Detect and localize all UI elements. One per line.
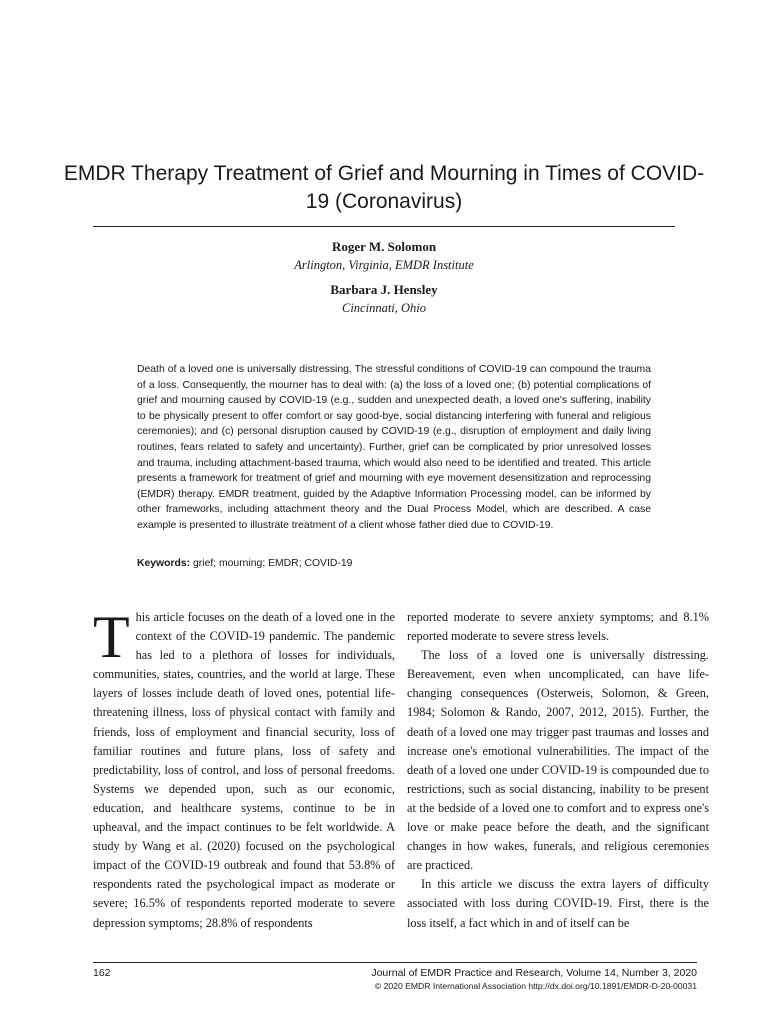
journal-citation: Journal of EMDR Practice and Research, Volume 14, Number 3, 2020 bbox=[371, 967, 697, 979]
title-divider bbox=[93, 226, 675, 227]
body-column-right bbox=[407, 608, 709, 933]
body-paragraph bbox=[93, 604, 395, 933]
article-title: EMDR Therapy Treatment of Grief and Mourning in Times of COVID-19 (Coronavirus) bbox=[63, 162, 705, 213]
abstract: Death of a loved one is universally distressing. The stressful conditions of COVID-19 can compound the trauma of a loss. Consequently, the mourner has to deal with: (a) the loss of a loved one; (b) potential complications of grief and mourning caused by COVID-19 (e.g., sudden and unexpected death, a loved one's suffering, inability to be physically present to offer comfort or say good-bye, social distancing interfering with funeral and religious ceremonies); and (c) personal disruption caused by COVID-19 (e.g., disruption of employment and daily living routines, fears related to safety and uncertainty). Further, grief can be complicated by prior unresolved losses and trauma, including attachment-based trauma, which would also need to be identified and treated. This article presents a framework for treatment of grief and mourning with eye movement desensitization and reprocessing (EMDR) therapy. EMDR treatment, guided by the Adaptive Information Processing model, can be informed by other frameworks, including attachment theory and the Dual Process Model, which are described. A case example is presented to illustrate treatment of a client whose father died due to COVID-19. bbox=[137, 364, 651, 531]
author-name: Roger M. Solomon bbox=[331, 239, 437, 254]
author-affiliation: Cincinnati, Ohio bbox=[341, 301, 427, 315]
footer-divider bbox=[93, 962, 697, 963]
page-number: 162 bbox=[93, 967, 111, 979]
author-1 bbox=[93, 238, 675, 274]
body-paragraph: reported moderate to severe anxiety symptoms; and 8.1% reported moderate to severe stress levels. bbox=[407, 610, 709, 644]
paragraph-text: his article focuses on the death of a loved one in the context of the COVID-19 pandemic. The pandemic has led to a plethora of losses for individuals, communities, states, countries, and the world at large. These layers of losses include death of loved ones, potential life-threatening illness, loss of physical contact with family and friends, loss of employment and financial security, loss of familiar routines and future plans, loss of safety and predictability, loss of control, and loss of personal freedoms. Systems we depended upon, such as our economic, education, and healthcare systems, continue to be in upheaval, and the impact continues to be felt worldwide. A study by Wang et al. (2020) focused on the psychological impact of the COVID-19 outbreak and found that 53.8% of respondents rated the psychological impact as moderate or severe; 16.5% of respondents reported moderate to severe depression symptoms; 28.8% of respondents bbox=[93, 610, 395, 930]
keywords bbox=[137, 556, 651, 571]
author-affiliation: Arlington, Virginia, EMDR Institute bbox=[294, 258, 474, 272]
body-column-left bbox=[93, 604, 395, 933]
author-name: Barbara J. Hensley bbox=[330, 282, 438, 297]
body-paragraph: The loss of a loved one is universally distressing. Bereavement, even when uncomplicated, can have life-changing consequences (Osterweis, Solomon, & Green, 1984; Solomon & Rando, 2007, 2012, 2015). Further, the death of a loved one may trigger past traumas and losses and increase one's emotional vulnerabilities. The impact of the death of a loved one under COVID-19 is compounded due to restrictions, such as social distancing, inability to be present at the bedside of a loved one to comfort and to express one's love or make peace before the death, and the significant changes in how wakes, funerals, and religious ceremonies are practiced. bbox=[407, 648, 709, 873]
drop-cap: T bbox=[93, 604, 130, 670]
copyright-doi: © 2020 EMDR International Association http://dx.doi.org/10.1891/EMDR-D-20-00031 bbox=[374, 981, 697, 991]
author-2 bbox=[93, 281, 675, 317]
keywords-label: Keywords: bbox=[137, 558, 191, 569]
keywords-list: grief; mourning; EMDR; COVID-19 bbox=[193, 558, 353, 569]
body-paragraph: In this article we discuss the extra layers of difficulty associated with loss during COVID-19. First, there is the loss itself, a fact which in and of itself can be bbox=[407, 877, 709, 930]
